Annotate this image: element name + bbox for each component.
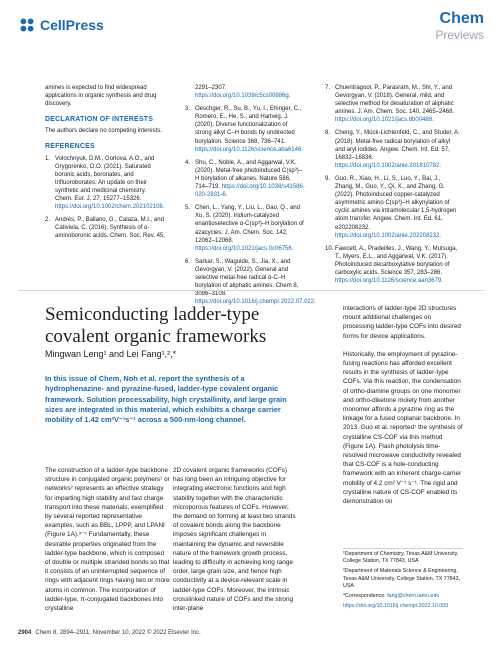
correspondence-label: *Correspondence: [343, 593, 386, 600]
article-authors: Mingwan Leng¹ and Lei Fang¹,²,* [45, 349, 177, 359]
reference-number: 3. [185, 106, 191, 113]
article-abstract: In this issue of Chem, Noh et al. report the synthesis of a hydrophenazine- and pyrazine-fused, ladder-type covalent organic framework. Solution processability, high crystallinity, and large grain sizes are integrated in this material, which exhibits a charge carrier mobility of 1.42 cm²V⁻¹s⁻¹ across a 500-nm-long channel. [45, 374, 287, 425]
reference-text: Shu, C., Noble, A., and Aggarwal, V.K. (2020). Metal-free photoinduced C(sp³)–H borylation of alkanes. Nature 586, 714–719. [195, 159, 303, 191]
reference-text: Sarkar, S., Wagulde, S., Jia, X., and Gevorgyan, V. (2022). General and selective metal-free radical α-C–H borylation of aliphatic amines. Chem 8, 3096–3108. [195, 258, 299, 298]
reference-link[interactable]: https://doi.org/10.1038/s41586-020-2831-6. [195, 184, 305, 199]
reference-link[interactable]: https://doi.org/10.1002/chem.202102108. [55, 204, 165, 211]
footer-citation: Chem 8, 2894–2911, November 10, 2022 © 2022 Elsevier Inc. [35, 630, 201, 636]
publisher-name: CellPress [40, 17, 104, 33]
journal-block [435, 10, 484, 42]
reference-item [325, 175, 460, 240]
reference-link[interactable]: https://doi.org/10.1002/anie.201810782. [335, 162, 442, 169]
reference-item [45, 216, 165, 240]
reference-link[interactable]: https://doi.org/10.1016/j.chempr.2022.07.022. [195, 299, 316, 306]
top-column-3 [325, 84, 460, 290]
body-column-3 [343, 304, 463, 506]
section-label: Previews [435, 28, 484, 42]
body-paragraph: interactions of ladder-type 2D structures mount additional challenges on processing ladder-type COFs into desired forms for device applications. [343, 305, 461, 340]
page-footer [18, 630, 201, 636]
journal-name[interactable]: Chem [439, 10, 484, 27]
reference-item [45, 155, 165, 212]
correspondence [343, 593, 468, 600]
reference-text: Chen, L., Yang, Y., Liu, L., Gao, Q., and Xu, S. (2020). Iridium-catalyzed enantioselective α-C(sp³)–H borylation of azacycles. J. Am. Chem. Soc. 142, 12062–12068. [195, 205, 304, 244]
reference-item [185, 105, 305, 154]
correspondence-email[interactable]: fang@chem.tamu.edu [387, 593, 440, 600]
reference-number: 4. [185, 159, 191, 166]
reference-text: Fawcett, A., Pradeilles, J., Wang, Y., Mutsuga, T., Myers, E.L., and Aggarwal, V.K. (2017). Photoinduced decarboxylative borylation of carboxylic acids. Science 357, 283–286. [335, 245, 458, 276]
body-paragraph: Historically, the employment of pyrazine-fusing reactions has afforded excellent results in the synthesis of ladder-type COFs. Via this reaction, the condensation of ortho-diamine groups on one monomer and ortho-diketone moiety from another monomer affords a pyrazine ring as the linkage for a fused coplanar backbone. In 2013, Guo et al. reported⁷ the synthesis of crystalline CS-COF via this method (Figure 1A). Flash photolysis time-resolved microwave conductivity revealed that CS-COF is a hole-conducting framework with an inherent charge-carrier mobility of 4.2 cm² V⁻¹ s⁻¹. The rigid and crystalline nature of CS-COF enabled its demonstration on [343, 350, 463, 506]
section-divider [18, 290, 484, 291]
reference-list [45, 155, 165, 241]
reference-number: 9. [325, 175, 331, 182]
reference-item [185, 159, 305, 199]
reference-number: 2. [45, 217, 51, 224]
reference-item [185, 258, 316, 307]
body-column-1: The construction of a ladder-type backbone structure in conjugated organic polymers¹ or networks² represents an effective strategy for imparting high stability and fast charge transport into these materials, exemplified by several reported representative examples, such as BBL, LPPP, and LPANI (Figure 1A).³⁻⁵ Fundamentally, these desirable properties originated from the ladder-type backbone, which is composed of double or multiple stranded bonds so that it consists of an uninterrupted sequence of rings with adjacent rings having two or more atoms in common. The incorporation of ladder-type, π-conjugated backbones into crystalline [45, 467, 170, 613]
cellpress-logo[interactable] [18, 16, 104, 34]
reference-item [325, 245, 460, 285]
declaration-heading: DECLARATION OF INTERESTS [45, 116, 154, 124]
top-column-2 [185, 84, 316, 311]
reference-number: 6. [185, 258, 191, 265]
reference-text: Chuentragool, P., Parasram, M., Shi, Y., and Gevorgyan, V. (2018). General, mild, and selective method for desaturation of aliphatic amines. J. Am. Chem. Soc. 140, 2465–2468. [335, 85, 455, 116]
reference-text: 2291–2307. [195, 85, 227, 91]
affiliations [343, 551, 468, 613]
reference-text: Guo, R., Xiao, H., Li, S., Luo, Y., Bai, J., Zhang, M., Guo, Y., Qi, X., and Zhang, G. (2022). Photoinduced copper-catalyzed asymmetric amino C(sp³)–H alkynylation of cyclic amines via intramolecular 1,5-hydrogen atom transfer. Angew. Chem. Int. Ed. 61, e202208232. [335, 175, 457, 231]
reference-text: Oeschger, R., Su, B., Yu, I., Ehinger, C., Romero, E., He, S., and Hartwig, J. (2020). Diverse functionalization of strong alkyl C–H bonds by undirected borylation. Science 368, 736–741. [195, 106, 302, 145]
reference-item [325, 84, 460, 124]
reference-text: Volochnyuk, D.M., Gorlova, A.O., and Grygorenko, O.O. (2021). Saturated boronic acids, boronates, and trifluoroborates: An update on their synthetic and medicinal chemistry. Chem. Eur. J. 27, 15277–15326. [55, 155, 155, 203]
reference-number: 5. [185, 205, 191, 212]
reference-text: Andrés, P., Ballano, G., Calaza, M.I., and Cativiela, C. (2016). Synthesis of α-aminoboronic acids. Chem. Soc. Rev. 45, [55, 217, 165, 240]
reference-link[interactable]: https://doi.org/10.1021/jacs.8b00488. [335, 117, 434, 124]
references-heading: REFERENCES [45, 143, 95, 151]
reference-link[interactable]: https://doi.org/10.1126/science.aba6146. [195, 146, 303, 153]
reference-link[interactable]: https://doi.org/10.1126/science.aan3679. [335, 278, 443, 285]
page-header [18, 8, 484, 48]
reference-number: 10. [325, 245, 334, 252]
reference-item [185, 84, 305, 100]
reference-item [325, 129, 460, 169]
previous-article-text: amines is expected to find widespread applications in organic synthesis and drug discovery. [45, 85, 157, 108]
reference-text: Cheng, Y., Mück-Lichtenfeld, C., and Studer, A. (2018). Metal-free radical borylation of alkyl and aryl iodides. Angew. Chem. Int. Ed. 57, 16832–16836. [335, 130, 460, 161]
reference-link[interactable]: https://doi.org/10.1039/c5cs00886g. [195, 93, 291, 100]
declaration-text: The authors declare no competing interests. [45, 128, 163, 135]
article-title: Semiconducting ladder-type covalent organic frameworks [45, 304, 267, 347]
cellpress-logo-icon [18, 16, 36, 34]
article-doi[interactable]: https://doi.org/10.1016/j.chempr.2022.10.009 [343, 603, 449, 610]
affiliation-item: ¹Department of Chemistry, Texas A&M University, College Station, TX 77843, USA [343, 551, 459, 565]
reference-number: 1. [45, 155, 51, 162]
reference-number: 7. [325, 85, 331, 91]
body-column-2: 2D covalent organic frameworks (COFs) has long been an intriguing objective for integrating electronic functions and high stability together with the characteristic microporous features of COFs. However, the demand on forming at least two strands of covalent bonds along the backbone imposes significant challenges in maintaining the dynamic and reversible nature of the framework growth process, leading to difficulty in achieving long range order, large grain size, and hence high conductivity at a device-relevant scale in ladder-type COFs. Moreover, the intrinsic crosslinked nature of COFs and the strong inter-plane [173, 467, 296, 613]
reference-link[interactable]: https://doi.org/10.1002/anie.202208232. [335, 232, 442, 239]
page-number: 2904 [18, 630, 32, 636]
top-column-1 [45, 84, 165, 246]
affiliation-item: ²Department of Materials Science & Engineering, Texas A&M University, College Station, TX 77843, USA [343, 568, 460, 589]
reference-number: 8. [325, 130, 331, 137]
reference-link[interactable]: https://doi.org/10.1021/jacs.0c06756. [195, 245, 294, 252]
reference-item [185, 204, 305, 253]
affiliation-divider [343, 548, 463, 549]
